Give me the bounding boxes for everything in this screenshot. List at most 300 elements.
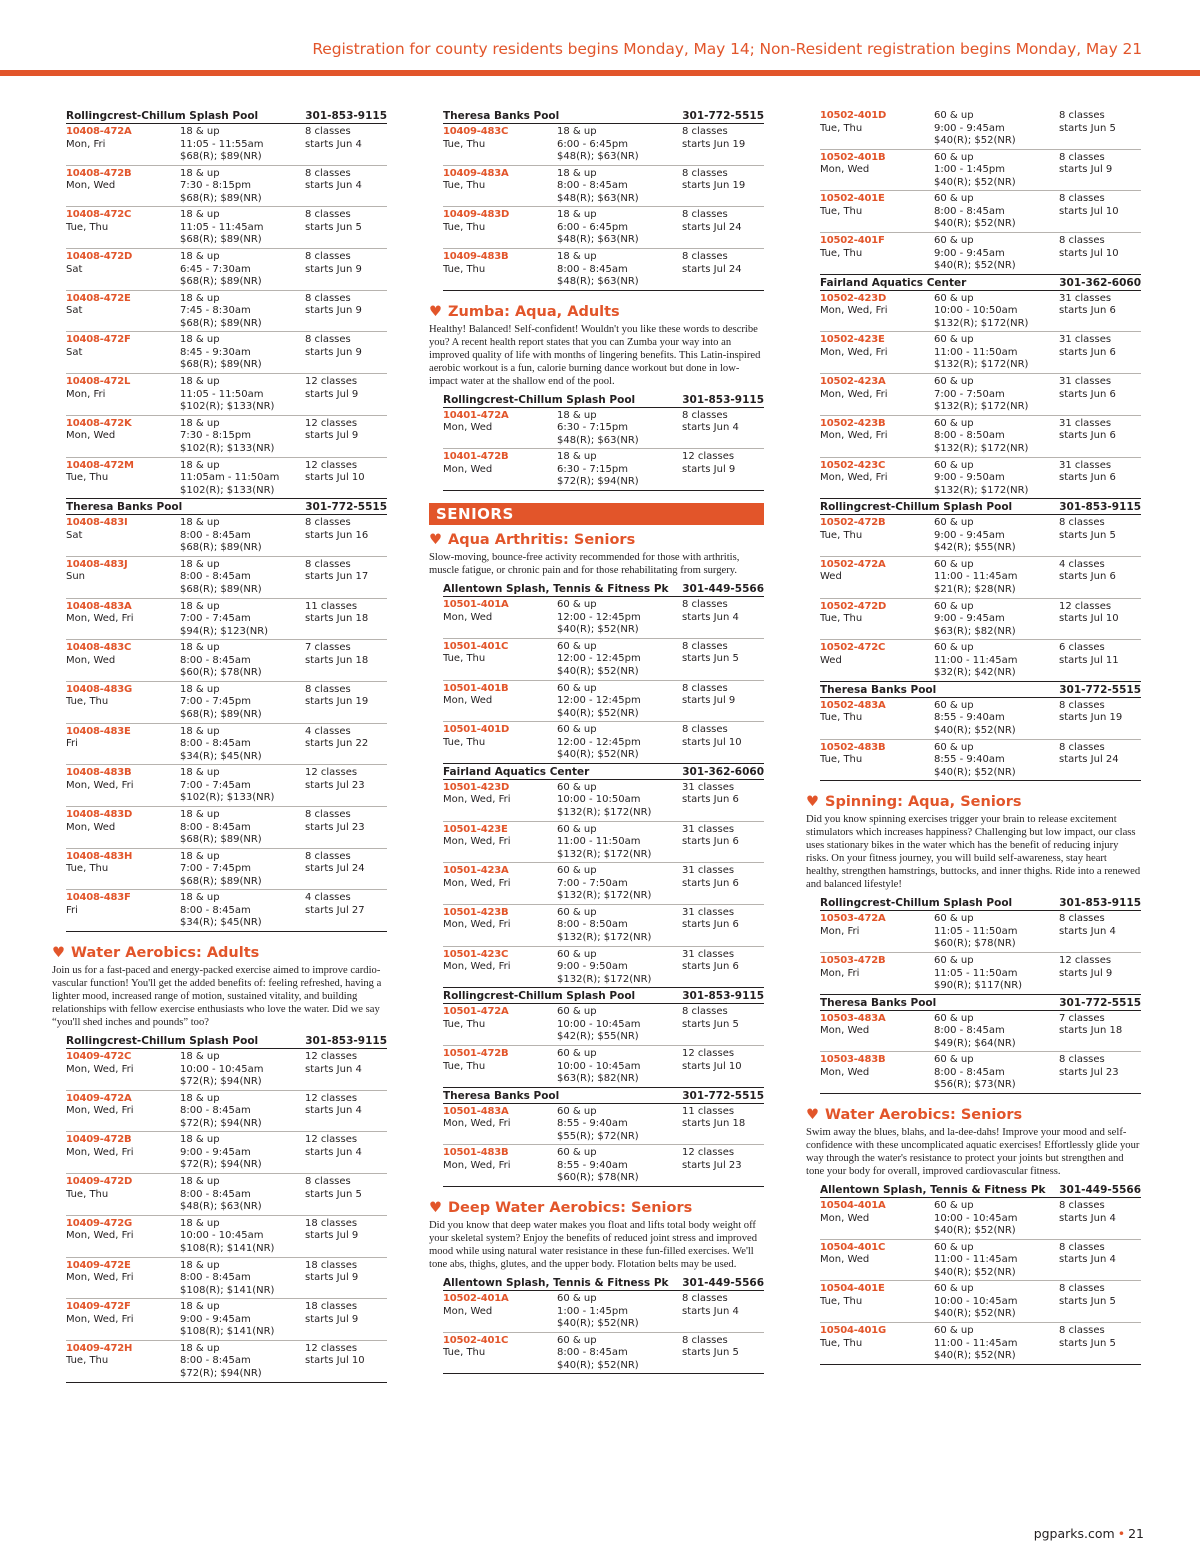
course-age: 60 & up [557, 1147, 597, 1159]
heart-icon: ♥ [429, 303, 442, 320]
course-fee: $132(R); $172(NR) [557, 973, 652, 985]
course-age: 60 & up [934, 741, 974, 753]
course-details-cell [934, 1283, 1017, 1321]
course-schedule-cell [1059, 559, 1116, 584]
section-title [429, 531, 764, 549]
course-time: 8:00 - 8:45am [934, 1025, 1005, 1037]
course-start: starts Jul 10 [682, 736, 742, 748]
course-code[interactable]: 10408-472E [66, 292, 131, 304]
course-days: Tue, Thu [820, 529, 863, 541]
course-details-cell [180, 767, 274, 805]
course-days: Mon, Wed, Fri [66, 1313, 134, 1325]
heart-icon: ♥ [806, 794, 819, 811]
course-id-cell [443, 1048, 508, 1073]
course-schedule-cell [1059, 700, 1122, 725]
course-code[interactable]: 10504-401G [820, 1325, 887, 1337]
location-name: Theresa Banks Pool [820, 996, 937, 1009]
course-row [66, 807, 387, 849]
course-code[interactable]: 10502-401E [820, 193, 885, 205]
site-url[interactable]: pgparks.com [1033, 1526, 1115, 1541]
course-code[interactable]: 10503-483B [820, 1054, 886, 1066]
course-id-cell [443, 251, 508, 276]
course-schedule-cell [1059, 1200, 1116, 1225]
course-age: 18 & up [557, 409, 597, 421]
course-start: starts Jul 11 [1059, 654, 1119, 666]
course-count: 8 classes [305, 809, 351, 820]
course-start: starts Jun 6 [1059, 346, 1116, 358]
course-count: 31 classes [682, 865, 735, 877]
course-days: Mon, Wed, Fri [820, 346, 888, 358]
course-schedule-cell [1059, 460, 1116, 485]
course-start: starts Jul 9 [682, 463, 736, 475]
course-schedule-cell [1059, 110, 1116, 135]
course-fee: $48(R); $63(NR) [557, 192, 639, 204]
course-code[interactable]: 10409-483B [443, 251, 509, 263]
course-schedule-cell [1059, 601, 1119, 626]
course-start: starts Jul 9 [305, 1313, 359, 1325]
course-code[interactable]: 10501-472A [443, 1006, 509, 1018]
course-time: 8:00 - 8:45am [180, 904, 251, 916]
course-fee: $21(R); $28(NR) [934, 583, 1016, 595]
course-details-cell [180, 892, 262, 930]
course-row [820, 698, 1141, 740]
course-days: Mon, Wed, Fri [66, 779, 134, 791]
course-schedule-cell [305, 1176, 362, 1201]
course-count: 12 classes [305, 417, 358, 429]
course-id-cell [66, 1343, 132, 1368]
course-count: 31 classes [682, 906, 735, 918]
course-id-cell [443, 168, 509, 193]
course-time: 9:00 - 9:50am [557, 961, 628, 973]
course-row [66, 849, 387, 891]
course-days: Tue, Thu [443, 1018, 486, 1030]
course-count: 8 classes [1059, 699, 1105, 711]
course-days: Mon, Wed, Fri [443, 919, 511, 931]
course-id-cell [820, 110, 886, 135]
course-code[interactable]: 10408-483D [66, 809, 133, 820]
course-count: 31 classes [1059, 417, 1112, 429]
course-details-cell [180, 293, 262, 331]
course-days: Tue, Thu [443, 221, 486, 233]
course-start: starts Jun 19 [1059, 712, 1123, 724]
course-age: 60 & up [934, 913, 974, 925]
course-days: Tue, Thu [820, 754, 863, 766]
course-id-cell [443, 782, 511, 807]
course-code[interactable]: 10504-401C [820, 1241, 886, 1253]
location-phone: 301-449-5566 [682, 1277, 764, 1290]
course-row [66, 1174, 387, 1216]
course-code[interactable]: 10408-472A [66, 126, 132, 137]
course-details-cell [180, 1134, 262, 1172]
course-age: 60 & up [934, 1200, 974, 1212]
course-days: Mon, Wed [66, 821, 116, 833]
course-fee: $42(R); $55(NR) [557, 1031, 639, 1043]
course-code[interactable]: 10503-472B [820, 955, 886, 966]
course-schedule-cell [1059, 235, 1119, 260]
course-code[interactable]: 10502-401B [820, 151, 886, 163]
course-code[interactable]: 10401-472A [443, 409, 509, 421]
course-days: Mon, Wed [443, 463, 493, 475]
course-code[interactable]: 10408-483B [66, 767, 132, 779]
location-name: Theresa Banks Pool [820, 683, 937, 696]
course-count: 12 classes [305, 1092, 358, 1104]
page-footer [1034, 1526, 1144, 1541]
course-start: starts Jun 17 [305, 571, 369, 583]
location-phone: 301-853-9115 [305, 1035, 387, 1048]
course-id-cell [66, 376, 130, 401]
course-code[interactable]: 10401-472B [443, 451, 509, 463]
course-code[interactable]: 10408-472K [66, 417, 132, 429]
course-schedule-cell [682, 824, 739, 849]
course-code[interactable]: 10501-423A [443, 865, 509, 877]
course-code[interactable]: 10409-472H [66, 1342, 133, 1354]
course-code[interactable]: 10408-483A [66, 600, 132, 612]
course-id-cell [66, 209, 131, 234]
course-row [443, 1333, 764, 1375]
location-name: Allentown Splash, Tennis & Fitness Pk [443, 1277, 669, 1290]
course-code[interactable]: 10501-423C [443, 948, 509, 960]
course-schedule-cell [682, 1006, 739, 1031]
course-details-cell [557, 724, 641, 762]
course-details-cell [557, 1006, 640, 1044]
course-days: Tue, Thu [820, 247, 863, 259]
course-details-cell [934, 193, 1016, 231]
course-fee: $68(R); $89(NR) [180, 359, 262, 371]
course-code[interactable]: 10504-401A [820, 1200, 886, 1212]
course-row [66, 166, 387, 208]
course-row [820, 515, 1141, 557]
course-row [443, 681, 764, 723]
course-code[interactable]: 10408-483I [66, 517, 128, 529]
course-fee: $90(R); $117(NR) [934, 980, 1023, 991]
course-fee: $55(R); $72(NR) [557, 1130, 639, 1142]
course-age: 60 & up [934, 699, 974, 711]
course-code[interactable]: 10502-423D [820, 292, 887, 304]
course-count: 4 classes [305, 892, 351, 904]
section-title-text: Spinning: Aqua, Seniors [825, 794, 1022, 811]
course-days: Mon, Fri [66, 138, 106, 150]
course-code[interactable]: 10409-483C [443, 126, 509, 137]
course-code[interactable]: 10408-472M [66, 459, 134, 471]
course-row [66, 1258, 387, 1300]
course-row [820, 1052, 1141, 1094]
course-count: 8 classes [1059, 235, 1105, 247]
course-age: 60 & up [557, 906, 597, 918]
course-row [443, 780, 764, 822]
course-age: 60 & up [557, 865, 597, 877]
course-row [443, 449, 764, 491]
course-fee: $63(R); $82(NR) [934, 625, 1016, 637]
course-code[interactable]: 10501-401C [443, 640, 509, 652]
course-details-cell [180, 559, 262, 597]
location-name: Theresa Banks Pool [66, 501, 183, 514]
course-time: 6:00 - 6:45pm [557, 138, 628, 150]
course-code[interactable]: 10409-472D [66, 1176, 133, 1188]
course-details-cell [557, 641, 641, 679]
course-id-cell [66, 418, 132, 443]
course-details-cell [557, 126, 639, 164]
course-fee: $40(R); $52(NR) [934, 724, 1016, 736]
course-count: 12 classes [1059, 600, 1112, 612]
course-fee: $68(R); $89(NR) [180, 151, 262, 162]
course-id-cell [66, 1176, 132, 1201]
course-days: Mon, Wed, Fri [443, 961, 511, 973]
course-code[interactable]: 10501-401A [443, 599, 509, 611]
course-schedule-cell [1059, 1325, 1116, 1350]
course-start: starts Jun 6 [1059, 388, 1116, 400]
course-details-cell [557, 410, 639, 448]
course-code[interactable]: 10409-472G [66, 1217, 133, 1229]
course-time: 12:00 - 12:45pm [557, 695, 641, 706]
course-age: 18 & up [180, 459, 220, 471]
course-start: starts Jun 6 [682, 836, 739, 848]
course-row [820, 233, 1141, 275]
course-code[interactable]: 10408-483C [66, 642, 132, 654]
section-title-text: Aqua Arthritis: Seniors [448, 532, 636, 549]
course-age: 18 & up [180, 126, 220, 137]
course-fee: $68(R); $89(NR) [180, 276, 262, 288]
course-count: 12 classes [305, 459, 358, 471]
course-schedule-cell [305, 293, 362, 318]
course-code[interactable]: 10408-483F [66, 892, 131, 904]
course-schedule-cell [1059, 913, 1116, 938]
course-time: 11:05 - 11:50am [180, 388, 264, 400]
course-schedule-cell [682, 599, 739, 624]
course-count: 7 classes [1059, 1012, 1105, 1024]
course-days: Mon, Wed [820, 1025, 870, 1037]
course-row [443, 124, 764, 166]
course-id-cell [66, 1134, 134, 1159]
course-start: starts Jun 4 [305, 138, 362, 150]
course-row [820, 1240, 1141, 1282]
course-code[interactable]: 10408-472B [66, 167, 132, 179]
course-code[interactable]: 10409-472A [66, 1092, 132, 1104]
course-start: starts Jun 18 [682, 1118, 746, 1130]
course-code[interactable]: 10408-483J [66, 558, 128, 570]
course-schedule-cell [305, 251, 362, 276]
course-schedule-cell [682, 1335, 739, 1360]
course-days: Tue, Thu [820, 712, 863, 724]
course-code[interactable]: 10408-483E [66, 725, 131, 737]
course-details-cell [180, 809, 262, 847]
section-title [806, 793, 1141, 811]
course-schedule-cell [682, 683, 735, 708]
course-start: starts Jun 9 [305, 305, 362, 317]
course-start: starts Jun 5 [1059, 1295, 1116, 1307]
course-time: 10:00 - 10:50am [934, 305, 1018, 317]
course-id-cell [443, 451, 508, 476]
course-code[interactable]: 10503-472A [820, 913, 886, 925]
course-details-cell [180, 1260, 274, 1298]
course-details-cell [557, 168, 639, 206]
course-code[interactable]: 10409-472E [66, 1259, 131, 1271]
course-count: 8 classes [1059, 517, 1105, 529]
course-days: Tue, Thu [443, 736, 486, 748]
course-code[interactable]: 10502-472A [820, 558, 886, 570]
course-code[interactable]: 10408-483H [66, 850, 133, 862]
course-age: 18 & up [180, 167, 220, 179]
course-schedule-cell [682, 782, 739, 807]
course-row [820, 911, 1141, 953]
course-schedule-cell [305, 126, 362, 151]
course-count: 8 classes [305, 292, 351, 304]
course-code[interactable]: 10409-483D [443, 209, 510, 221]
course-code[interactable]: 10409-472C [66, 1051, 132, 1063]
course-age: 18 & up [180, 1217, 220, 1229]
course-fee: $40(R); $52(NR) [934, 1308, 1016, 1320]
course-start: starts Jun 4 [305, 1105, 362, 1117]
course-code[interactable]: 10501-401B [443, 682, 509, 694]
course-id-cell [66, 126, 132, 151]
course-age: 18 & up [180, 1301, 220, 1313]
course-fee: $102(R); $133(NR) [180, 792, 275, 804]
course-fee: $132(R); $172(NR) [557, 931, 652, 943]
course-schedule-cell [682, 907, 739, 932]
course-time: 8:00 - 8:45am [934, 1066, 1005, 1078]
course-age: 60 & up [934, 1283, 974, 1295]
course-age: 60 & up [557, 823, 597, 835]
course-time: 1:00 - 1:45pm [934, 164, 1005, 176]
course-days: Sat [66, 529, 83, 541]
course-schedule-cell [305, 1260, 358, 1285]
course-age: 60 & up [934, 110, 974, 121]
course-time: 10:00 - 10:45am [557, 1018, 641, 1030]
course-count: 8 classes [682, 724, 728, 736]
course-code[interactable]: 10502-472D [820, 600, 887, 612]
course-time: 11:05 - 11:50am [934, 925, 1018, 937]
course-time: 7:00 - 7:45pm [180, 696, 251, 708]
course-age: 60 & up [934, 193, 974, 205]
course-count: 8 classes [305, 209, 351, 221]
course-row [66, 207, 387, 249]
course-code[interactable]: 10408-472F [66, 334, 131, 346]
course-code[interactable]: 10408-472C [66, 209, 132, 221]
section-description: Join us for a fast-paced and energy-packed exercise aimed to improve cardio-vascular function! You'll get the added benefits of: feeling refreshed, having a lighter mood, increased range of motion, sustained vitality, and building relationships with fellow exercise enthusiasts who love the water. Did we say “you'll shed inches and pounds” too? [52, 965, 382, 1029]
course-details-cell [557, 1106, 639, 1144]
course-row [66, 1132, 387, 1174]
course-fee: $34(R); $45(NR) [180, 917, 262, 929]
course-row [820, 599, 1141, 641]
course-details-cell [934, 152, 1016, 190]
course-count: 12 classes [682, 1147, 735, 1159]
course-id-cell [443, 865, 511, 890]
course-start: starts Jun 19 [682, 180, 746, 192]
course-days: Mon, Wed [820, 1066, 870, 1078]
course-count: 8 classes [682, 599, 728, 611]
course-code[interactable]: 10408-483G [66, 683, 133, 695]
course-days: Mon, Wed, Fri [443, 1118, 511, 1130]
location-name: Fairland Aquatics Center [820, 276, 967, 289]
course-fee: $48(R); $63(NR) [557, 276, 639, 288]
course-start: starts Jun 18 [305, 613, 369, 625]
course-id-cell [66, 168, 131, 193]
course-details-cell [180, 601, 268, 639]
course-id-cell [820, 193, 885, 218]
course-fee: $68(R); $89(NR) [180, 542, 262, 554]
course-days: Mon, Fri [820, 967, 860, 979]
location-header [820, 1182, 1141, 1198]
course-code[interactable]: 10502-423B [820, 417, 886, 429]
registration-banner: Registration for county residents begins Monday, May 14; Non-Resident registration begins Monday, May 21 [312, 40, 1142, 58]
course-id-cell [820, 1325, 886, 1350]
course-code[interactable]: 10501-472B [443, 1048, 509, 1059]
course-code[interactable]: 10502-401C [443, 1334, 509, 1346]
section-title [429, 303, 764, 321]
course-code[interactable]: 10501-483A [443, 1105, 509, 1117]
course-code[interactable]: 10502-472B [820, 517, 886, 529]
course-code[interactable]: 10502-483B [820, 741, 886, 753]
course-count: 8 classes [1059, 1325, 1105, 1337]
course-code[interactable]: 10502-423A [820, 376, 886, 388]
course-fee: $34(R); $45(NR) [180, 750, 262, 762]
course-time: 9:00 - 9:45am [180, 1313, 251, 1325]
course-code[interactable]: 10409-472F [66, 1301, 131, 1313]
section-description: Slow-moving, bounce-free activity recommended for those with arthritis, muscle fatigue, or chronic pain and for those rehabilitating from surgery. [429, 552, 740, 577]
course-fee: $72(R); $94(NR) [180, 1159, 262, 1171]
course-age: 60 & up [934, 558, 974, 570]
course-start: starts Jun 4 [682, 1305, 739, 1317]
course-time: 9:00 - 9:45am [934, 122, 1005, 134]
course-row [443, 1046, 764, 1088]
course-days: Mon, Wed, Fri [66, 1146, 134, 1158]
course-code[interactable]: 10501-423E [443, 823, 508, 835]
location-header [820, 682, 1141, 698]
course-details-cell [557, 599, 641, 637]
course-fee: $72(R); $94(NR) [180, 1117, 262, 1129]
course-code[interactable]: 10502-401F [820, 235, 885, 247]
course-start: starts Jun 6 [682, 877, 739, 889]
course-code[interactable]: 10504-401E [820, 1283, 885, 1295]
course-row [443, 1104, 764, 1146]
course-fee: $42(R); $55(NR) [934, 542, 1016, 554]
course-schedule-cell [1059, 152, 1112, 177]
course-code[interactable]: 10502-401D [820, 110, 887, 121]
course-days: Tue, Thu [443, 653, 486, 665]
course-code[interactable]: 10502-423E [820, 334, 885, 346]
course-code[interactable]: 10502-472C [820, 642, 886, 654]
course-schedule-cell [305, 851, 365, 876]
location-phone: 301-362-6060 [1059, 276, 1141, 289]
course-row [443, 822, 764, 864]
course-code[interactable]: 10502-423C [820, 459, 886, 471]
course-code[interactable]: 10501-483B [443, 1147, 509, 1159]
course-code[interactable]: 10503-483A [820, 1012, 886, 1024]
section-description: Healthy! Balanced! Self-confident! Wouldn't you like these words to describe you? A recent health report states that you can Zumba your way into an improved quality of life with months of lingering benefits. This Latin-inspired aerobic workout is a fun, calorie burning dance workout but done in low-impact water at the shallow end of the pool. [429, 323, 761, 387]
course-code[interactable]: 10502-483A [820, 699, 886, 711]
course-time: 9:00 - 9:45am [934, 529, 1005, 541]
course-code[interactable]: 10501-423B [443, 906, 509, 918]
course-days: Mon, Wed [820, 1212, 870, 1224]
location-name: Rollingcrest-Chillum Splash Pool [66, 110, 259, 122]
course-time: 8:55 - 9:40am [557, 1118, 628, 1130]
course-code[interactable]: 10408-472L [66, 376, 131, 388]
course-code[interactable]: 10501-401D [443, 724, 510, 736]
course-schedule-cell [305, 892, 365, 917]
course-count: 8 classes [1059, 151, 1105, 163]
course-days: Mon, Wed, Fri [66, 1105, 134, 1117]
location-phone: 301-772-5515 [682, 110, 764, 122]
location-header [443, 108, 764, 124]
course-details-cell [180, 460, 279, 498]
course-time: 8:00 - 8:45am [180, 1188, 251, 1200]
course-count: 12 classes [305, 767, 358, 779]
course-count: 8 classes [1059, 1241, 1105, 1253]
course-code[interactable]: 10409-483A [443, 167, 509, 179]
course-code[interactable]: 10501-423D [443, 781, 510, 793]
course-code[interactable]: 10408-472D [66, 251, 133, 263]
course-code[interactable]: 10502-401A [443, 1293, 509, 1305]
course-code[interactable]: 10409-472B [66, 1134, 132, 1146]
